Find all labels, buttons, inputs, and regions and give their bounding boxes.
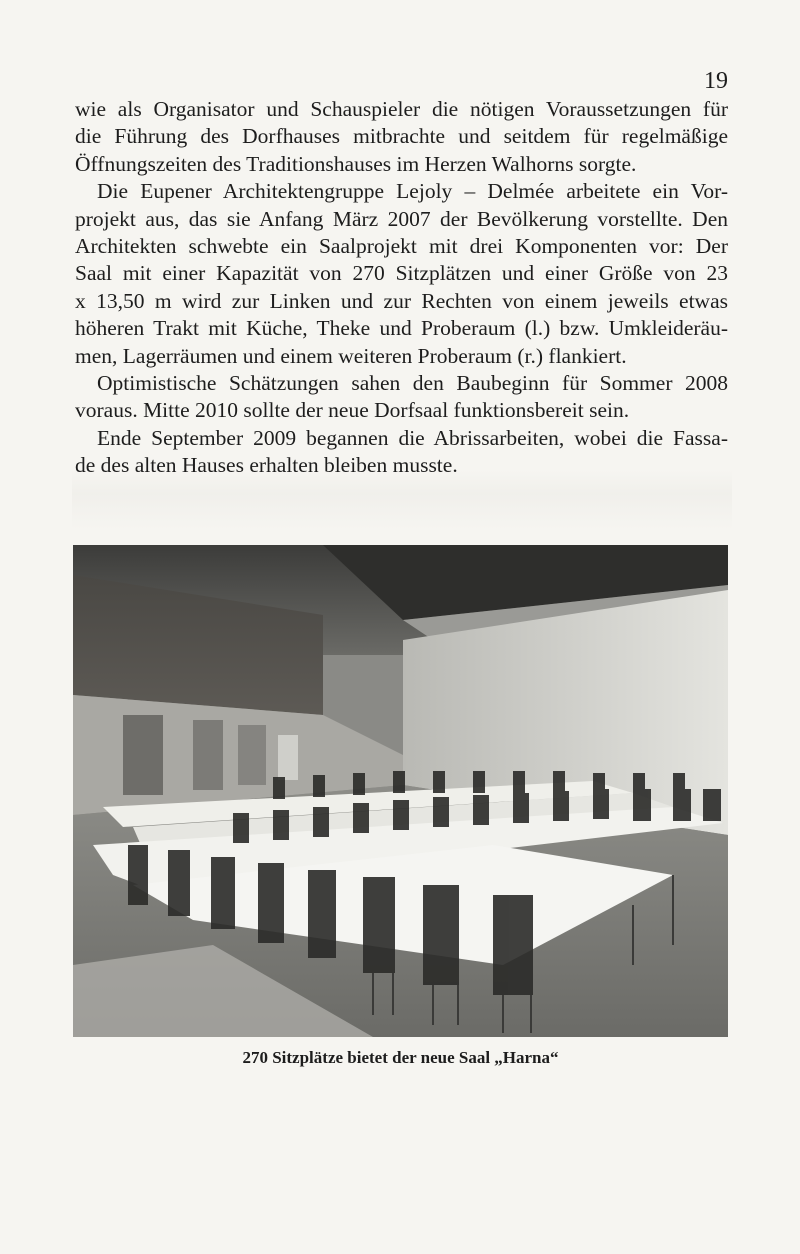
text-line: wie als Organisator und Schauspieler die nötigen Voraussetzungen für [75,97,728,121]
text-line: projekt aus, das sie Anfang März 2007 der Bevölkerung vorstellte. Den [75,206,728,231]
paragraph-2 [75,178,728,370]
paragraph-1 [75,96,728,178]
page-number: 19 [704,68,728,94]
hall-photo [73,545,728,1037]
paragraph-4 [75,425,728,480]
text-line: Die Eupener Architektengruppe Lejoly – Delmée arbeitete ein Vor- [97,179,728,204]
paragraph-3 [75,370,728,425]
hall-photo-illustration [73,545,728,1037]
text-line: die Führung des Dorfhauses mitbrachte und seitdem für regelmäßige [75,124,728,149]
text-line: Architekten schwebte ein Saalprojekt mit drei Komponenten vor: Der [75,234,728,259]
text-line: höheren Trakt mit Küche, Theke und Proberaum (l.) bzw. Umkleideräu- [75,316,728,341]
body-text [75,96,728,480]
text-line: de des alten Hauses erhalten bleiben musste. [75,453,458,478]
text-line: x 13,50 m wird zur Linken und zur Rechten von einem jeweils etwas [75,288,728,313]
text-line: Optimistische Schätzungen sahen den Baubeginn für Sommer 2008 [97,371,728,396]
text-line: men, Lagerräumen und einem weiteren Proberaum (r.) flankiert. [75,343,627,368]
photo-caption: 270 Sitzplätze bietet der neue Saal „Harna“ [242,1048,559,1067]
text-line: voraus. Mitte 2010 sollte der neue Dorfsaal funktionsbereit sein. [75,398,630,423]
text-line: Saal mit einer Kapazität von 270 Sitzplätzen und einer Größe von 23 [75,261,728,286]
text-line: Öffnungszeiten des Traditionshauses im Herzen Walhorns sorgte. [75,151,637,176]
text-line: Ende September 2009 begannen die Abrissarbeiten, wobei die Fassa- [97,425,728,450]
